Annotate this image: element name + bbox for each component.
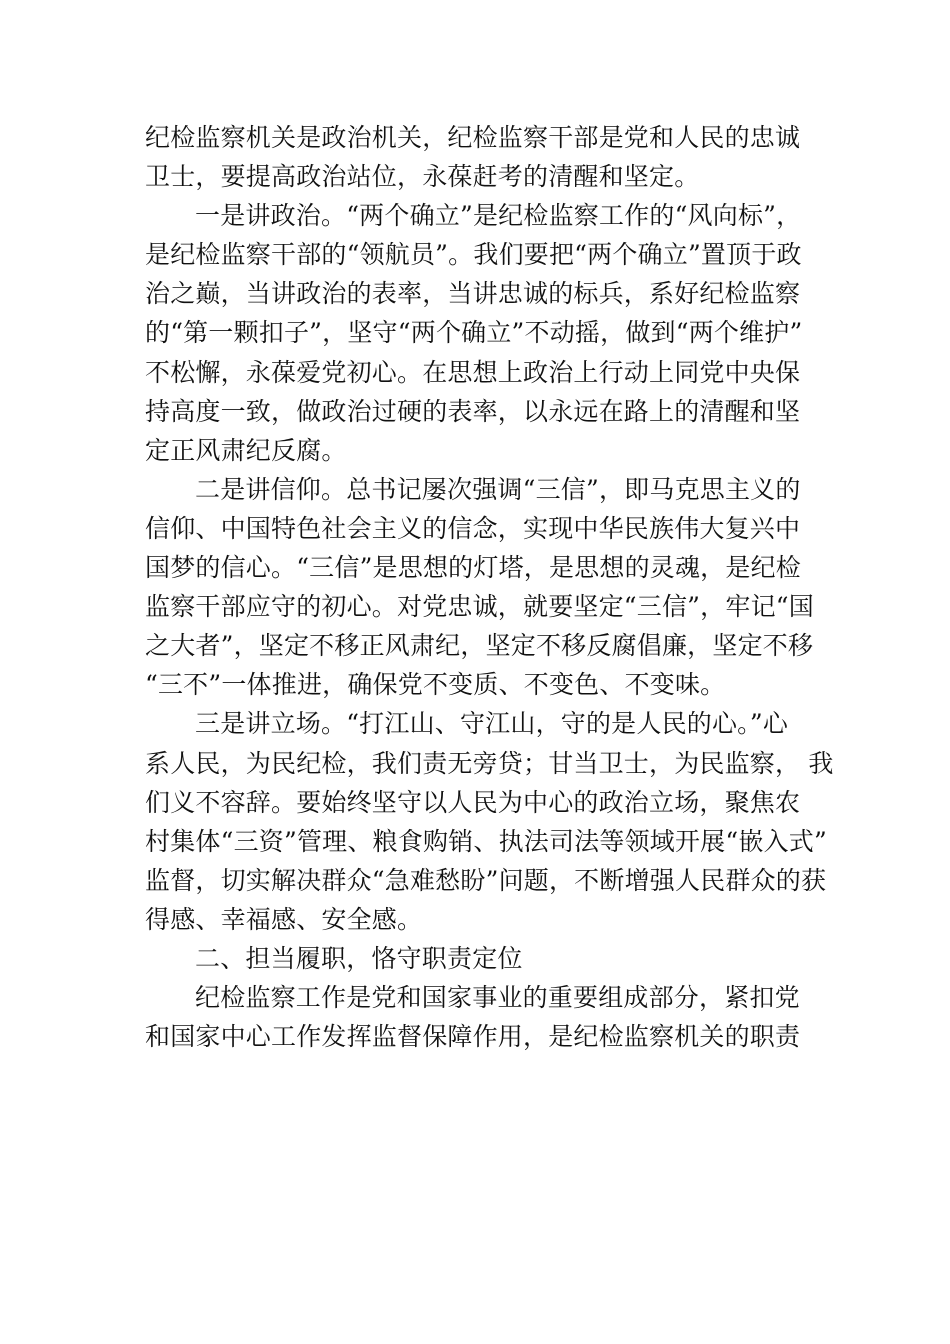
paragraph-stance xyxy=(145,704,834,939)
text-line: 卫士，要提高政治站位，永葆赶考的清醒和坚定。 xyxy=(145,162,700,192)
paragraph-belief xyxy=(145,470,820,705)
text-line: 得感、幸福感、安全感。 xyxy=(145,904,423,934)
text-line: 二是讲信仰。总书记屡次强调“三信”，即马克思主义的 xyxy=(195,474,801,504)
text-line: 是纪检监察干部的“领航员”。我们要把“两个确立”置顶于政 xyxy=(145,240,802,270)
text-line: 信仰、中国特色社会主义的信念，实现中华民族伟大复兴中 xyxy=(145,513,801,543)
text-line: 定正风肃纪反腐。 xyxy=(145,435,347,465)
text-line: 之大者”，坚定不移正风肃纪，坚定不移反腐倡廉，坚定不移 xyxy=(145,631,814,661)
paragraph-duty xyxy=(145,978,820,1056)
text-line: 持高度一致，做政治过硬的表率，以永远在路上的清醒和坚 xyxy=(145,396,801,426)
text-line: 系人民，为民纪检，我们责无旁贷；甘当卫士，为民监察， 我 xyxy=(145,748,834,778)
text-line: 国梦的信心。“三信”是思想的灯塔，是思想的灵魂，是纪检 xyxy=(145,553,801,583)
text-line: 不松懈，永葆爱党初心。在思想上政治上行动上同党中央保 xyxy=(145,357,801,387)
text-line: 们义不容辞。要始终坚守以人民为中心的政治立场，聚焦农 xyxy=(145,787,801,817)
text-line: 一是讲政治。“两个确立”是纪检监察工作的“风向标”， xyxy=(195,201,802,231)
section-heading xyxy=(145,939,820,978)
text-line: 二、担当履职，恪守职责定位 xyxy=(195,943,523,973)
paragraph-politics xyxy=(145,196,820,470)
text-line: “三不”一体推进，确保党不变质、不变色、不变味。 xyxy=(145,670,726,700)
text-line: 的“第一颗扣子”，坚守“两个确立”不动摇，做到“两个维护” xyxy=(145,318,803,348)
text-line: 三是讲立场。“打江山、守江山，守的是人民的心。”心 xyxy=(195,709,789,739)
text-line: 监督，切实解决群众“急难愁盼”问题，不断增强人民群众的获 xyxy=(145,865,827,895)
text-line: 村集体“三资”管理、粮食购销、执法司法等领域开展“嵌入式” xyxy=(145,826,827,856)
text-line: 纪检监察机关是政治机关，纪检监察干部是党和人民的忠诚 xyxy=(145,123,801,152)
text-line: 和国家中心工作发挥监督保障作用，是纪检监察机关的职责 xyxy=(145,1022,801,1052)
text-line: 纪检监察工作是党和国家事业的重要组成部分，紧扣党 xyxy=(195,983,800,1013)
text-line: 监察干部应守的初心。对党忠诚，就要坚定“三信”，牢记“国 xyxy=(145,592,814,622)
document-body xyxy=(145,118,834,1056)
paragraph-intro xyxy=(145,118,820,196)
text-line: 治之巅，当讲政治的表率，当讲忠诚的标兵，系好纪检监察 xyxy=(145,279,801,309)
